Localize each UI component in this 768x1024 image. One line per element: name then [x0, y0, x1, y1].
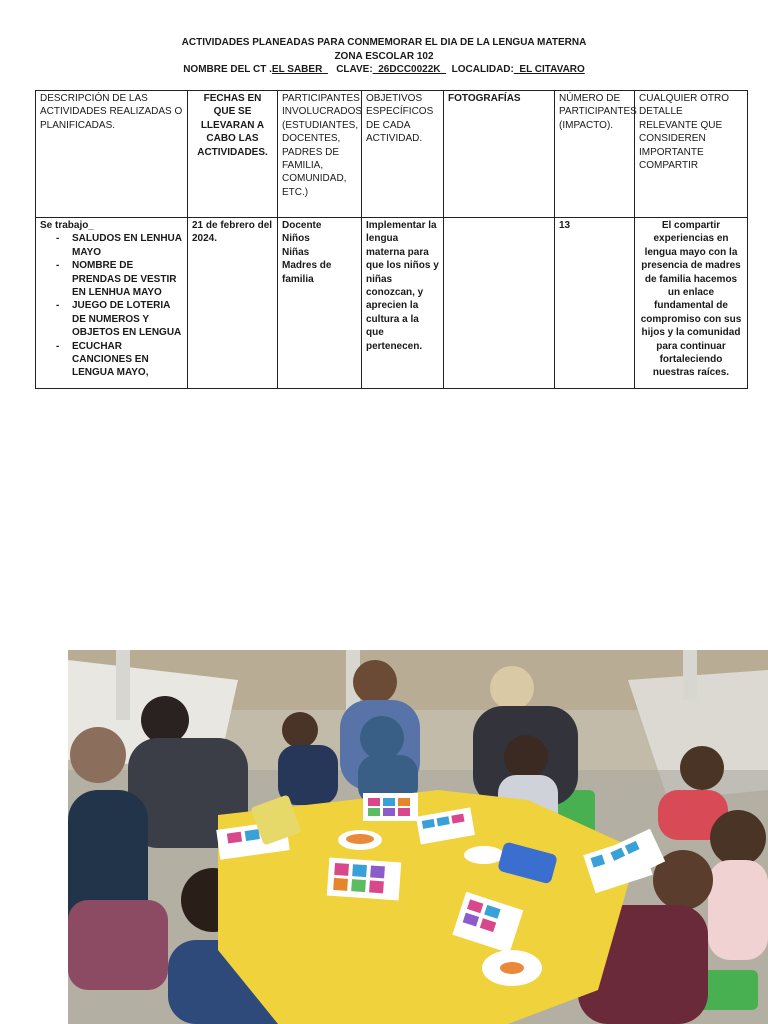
participant-item: Niñas: [282, 246, 310, 258]
clave-label: CLAVE:: [336, 64, 373, 75]
activities-table: [35, 90, 748, 389]
cell-objective: Implementar la lengua materna para que los niños y niñas conozcan, y aprecien la cultura a la que pertenecen.: [362, 218, 444, 389]
participant-item: Docente: [282, 220, 322, 231]
table-header-row: [36, 91, 748, 218]
ct-value: EL SABER_: [271, 64, 328, 75]
list-item: - JUEGO DE LOTERIA DE NUMEROS Y OBJETOS EN LENGUA: [72, 299, 183, 339]
header-photos: FOTOGRAFÍAS: [444, 91, 555, 218]
cell-photos: [444, 218, 555, 389]
cell-date: 21 de febrero del 2024.: [188, 218, 278, 389]
cell-participants: [278, 218, 362, 389]
list-item: - NOMBRE DE PRENDAS DE VESTIR EN LENHUA MAYO: [72, 259, 183, 299]
cell-details: El compartir experiencias en lengua mayo con la presencia de madres de familia hacemos un enlace fundamental de compromiso con sus hijos y la comunidad para continuar fortaleciendo nuestras raíces.: [635, 218, 748, 389]
header-participant-count: NÚMERO DE PARTICIPANTES (IMPACTO).: [555, 91, 635, 218]
activity-photo: [68, 650, 768, 1024]
list-item: - SALUDOS EN LENHUA MAYO: [72, 232, 183, 259]
document-title: ACTIVIDADES PLANEADAS PARA CONMEMORAR EL DIA DE LA LENGUA MATERNA: [181, 37, 587, 48]
document-header: [0, 36, 768, 77]
school-zone: ZONA ESCOLAR 102: [334, 50, 434, 62]
clave-value: _26DCC0022K_: [372, 64, 447, 75]
list-item: - ECUCHAR CANCIONES EN LENGUA MAYO,: [72, 340, 183, 380]
header-details: CUALQUIER OTRO DETALLE RELEVANTE QUE CONSIDEREN IMPORTANTE COMPARTIR: [635, 91, 748, 218]
localidad-label: LOCALIDAD:: [451, 64, 514, 75]
table-row: [36, 218, 748, 389]
cell-participant-count: 13: [555, 218, 635, 389]
participant-item: Niños: [282, 233, 310, 245]
ct-label: NOMBRE DEL CT .: [183, 64, 272, 75]
school-info-line: [0, 63, 768, 77]
description-intro: Se trabajo_: [40, 220, 94, 231]
participant-item: Madres de familia: [282, 260, 332, 285]
photo-illustration: [68, 650, 768, 1024]
header-participants: PARTICIPANTES INVOLUCRADOS (ESTUDIANTES, DOCENTES, PADRES DE FAMILIA, COMUNIDAD, ETC.): [278, 91, 362, 218]
activity-list: [40, 232, 183, 379]
header-objectives: OBJETIVOS ESPECÍFICOS DE CADA ACTIVIDAD.: [362, 91, 444, 218]
header-description: DESCRIPCIÓN DE LAS ACTIVIDADES REALIZADAS O PLANIFICADAS.: [36, 91, 188, 218]
cell-description: [36, 218, 188, 389]
header-dates: FECHAS EN QUE SE LLEVARAN A CABO LAS ACTIVIDADES.: [188, 91, 278, 218]
localidad-value: _EL CITAVARO: [513, 64, 585, 75]
